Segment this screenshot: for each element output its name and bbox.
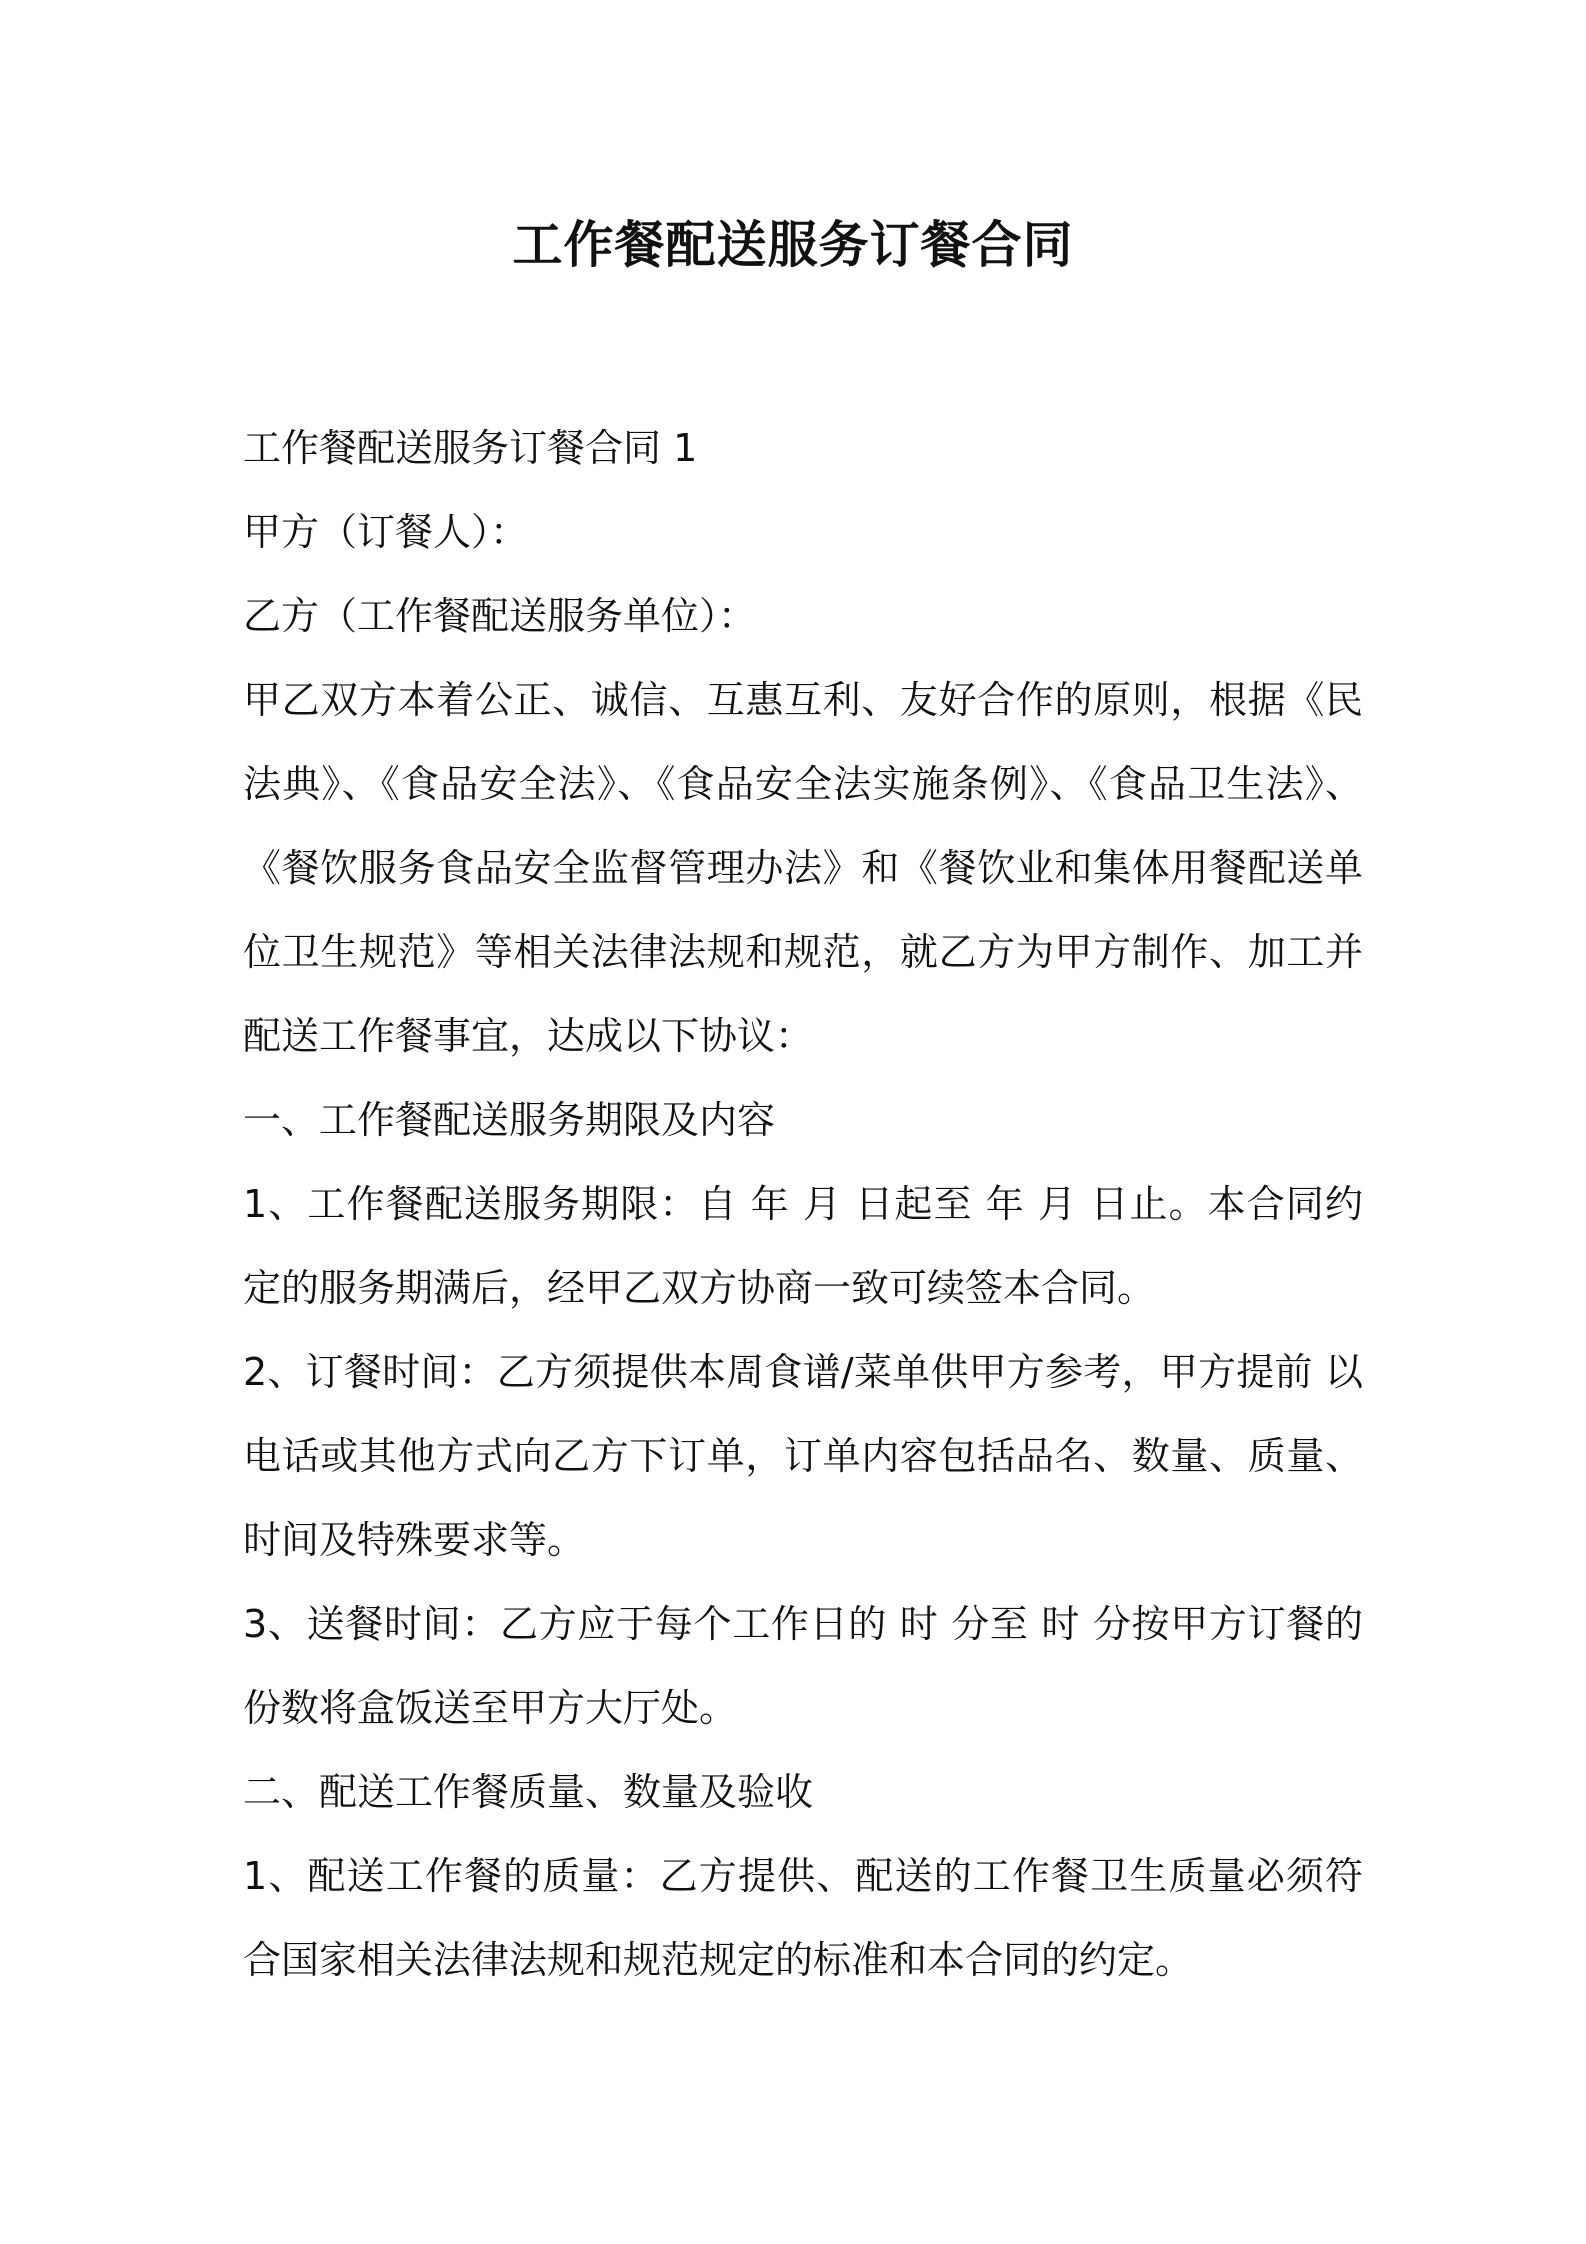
document-title: 工作餐配送服务订餐合同 [512, 216, 1074, 274]
party-a-line: 甲方（订餐人）： [243, 510, 529, 554]
section-heading-1: 一、工作餐配送服务期限及内容 [243, 1098, 776, 1142]
clause-1-2: 2、订餐时间：乙方须提供本周食谱/菜单供甲方参考，甲方提前 以电话或其他方式向乙方下订单，订单内容包括品名、数量、质量、时间及特殊要求等。 [243, 1350, 1363, 1562]
section-heading-2: 二、配送工作餐质量、数量及验收 [243, 1770, 814, 1814]
contract-subtitle: 工作餐配送服务订餐合同 1 [243, 426, 698, 470]
clause-1-3: 3、送餐时间：乙方应于每个工作日的 时 分至 时 分按甲方订餐的份数将盒饭送至甲方大厅处。 [243, 1602, 1363, 1730]
preamble-paragraph: 甲乙双方本着公正、诚信、互惠互利、友好合作的原则，根据《民法典》、《食品安全法》、《食品安全法实施条例》、《食品卫生法》、《餐饮服务食品安全监督管理办法》和《餐饮业和集体用餐配送单位卫生规范》等相关法律法规和规范，就乙方为甲方制作、加工并配送工作餐事宜，达成以下协议： [243, 678, 1363, 1058]
clause-1-1: 1、工作餐配送服务期限：自 年 月 日起至 年 月 日止。本合同约定的服务期满后，经甲乙双方协商一致可续签本合同。 [243, 1182, 1363, 1310]
party-b-line: 乙方（工作餐配送服务单位）： [243, 594, 757, 638]
clause-2-1: 1、配送工作餐的质量：乙方提供、配送的工作餐卫生质量必须符合国家相关法律法规和规范规定的标准和本合同的约定。 [243, 1854, 1363, 1982]
document-body [243, 406, 1363, 2002]
